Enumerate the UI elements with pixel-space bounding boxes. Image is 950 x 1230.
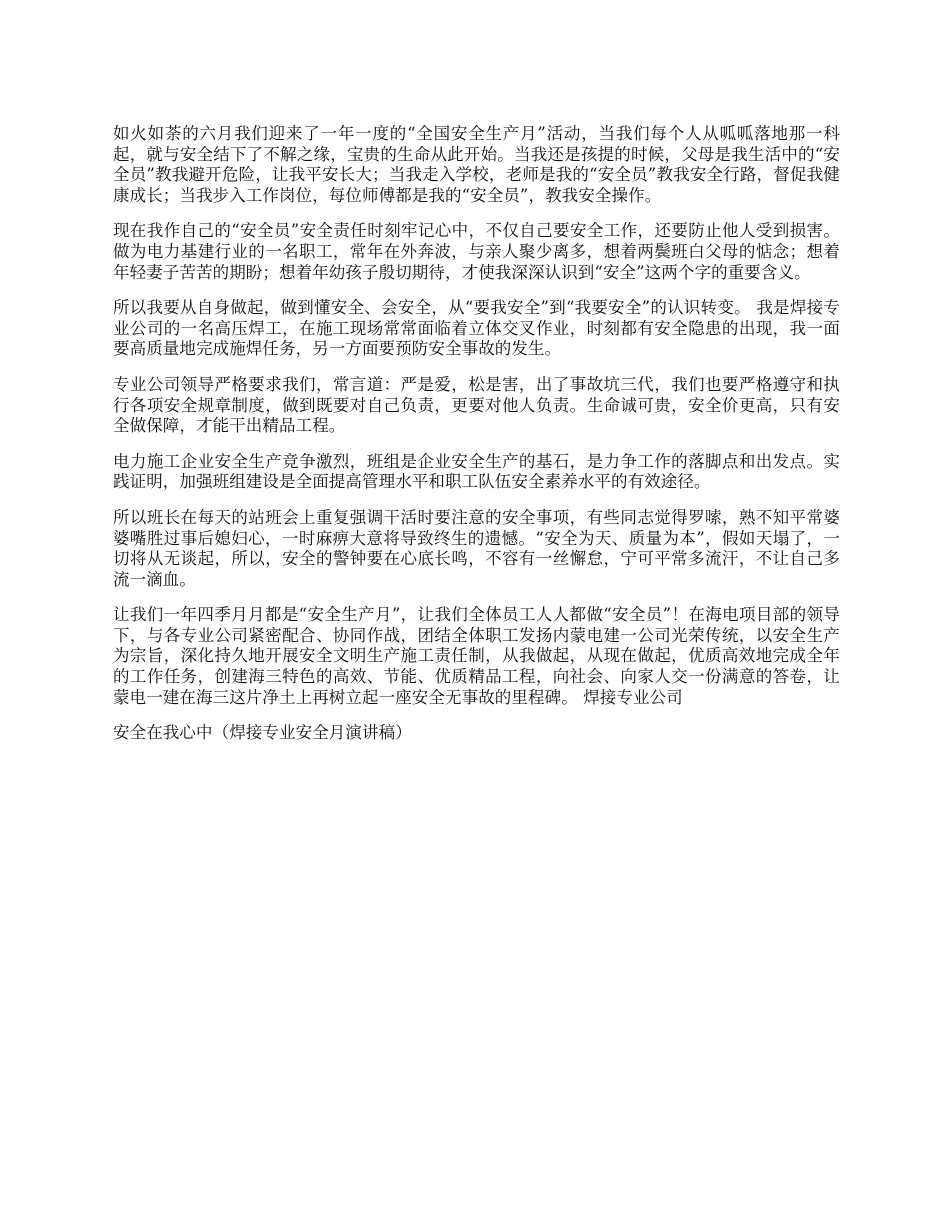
paragraph-7: 让我们一年四季月月都是“安全生产月”，让我们全体员工人人都做“安全员”！在海电项目部的领导下，与各专业公司紧密配合、协同作战，团结全体职工发扬内蒙电建一公司光荣传统，以安全生产为宗旨，深化持久地开展安全文明生产施工责任制，从我做起，从现在做起，优质高效地完成全年的工作任务，创建海三特色的高效、节能、优质精品工程，向社会、向家人交一份满意的答卷，让蒙电一建在海三这片净土上再树立起一座安全无事故的里程碑。 焊接专业公司 — [113, 605, 840, 707]
paragraph-5: 电力施工企业安全生产竞争激烈，班组是企业安全生产的基石，是力争工作的落脚点和出发点。实践证明，加强班组建设是全面提高管理水平和职工队伍安全素养水平的有效途径。 — [113, 451, 840, 492]
paragraph-4: 专业公司领导严格要求我们，常言道：严是爱，松是害，出了事故坑三代，我们也要严格遵守和执行各项安全规章制度，做到既要对自己负责，更要对他人负责。生命诚可贵，安全价更高，只有安全做保障，才能干出精品工程。 — [113, 374, 840, 436]
paragraph-2: 现在我作自己的“安全员”安全责任时刻牢记心中，不仅自己要安全工作，还要防止他人受到损害。 做为电力基建行业的一名职工，常年在外奔波，与亲人聚少离多，想着两鬓班白父母的惦念；想着年轻妻子苦苦的期盼；想着年幼孩子殷切期待，才使我深深认识到“安全”这两个字的重要含义。 — [113, 221, 840, 282]
paragraph-1: 如火如荼的六月我们迎来了一年一度的“全国安全生产月”活动，当我们每个人从呱呱落地那一科起，就与安全结下了不解之缘，宝贵的生命从此开始。当我还是孩提的时候，父母是我生活中的“安全员”教我避开危险，让我平安长大；当我走入学校，老师是我的“安全员”教我安全行路，督促我健康成长；当我步入工作岗位，每位师傅都是我的“安全员”，教我安全操作。 — [113, 124, 840, 205]
paragraph-3: 所以我要从自身做起，做到懂安全、会安全，从“要我安全”到“我要安全”的认识转变。 我是焊接专业公司的一名高压焊工，在施工现场常常面临着立体交叉作业，时刻都有安全隐患的出现，我一面要高质量地完成施焊任务，另一方面要预防安全事故的发生。 — [113, 298, 840, 359]
document-title-line: 安全在我心中（焊接专业安全月演讲稿） — [113, 723, 412, 743]
document-body — [113, 124, 840, 759]
paragraph-6: 所以班长在每天的站班会上重复强调干活时要注意的安全事项，有些同志觉得罗嗦，熟不知平常婆婆嘴胜过事后媳妇心，一时麻痹大意将导致终生的遗憾。“安全为天、质量为本”，假如天塌了，一切将从无谈起，所以，安全的警钟要在心底长鸣，不容有一丝懈怠，宁可平常多流汗，不让自己多流一滴血。 — [113, 507, 840, 589]
